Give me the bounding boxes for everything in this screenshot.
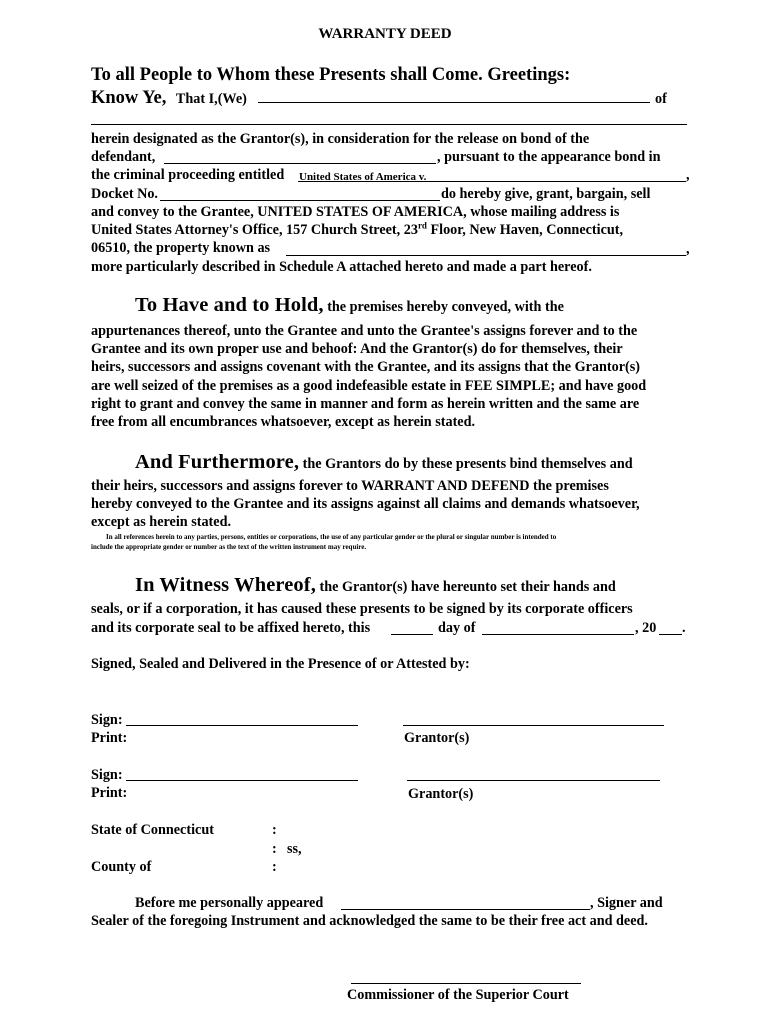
year-field[interactable] [659, 619, 682, 635]
p3-line1: And Furthermore, the Grantors do by these presents bind themselves and [135, 451, 633, 473]
p1-line7-comma: , [686, 241, 690, 257]
state-label: State of Connecticut [91, 822, 214, 838]
p1-line4a: Docket No. [91, 186, 158, 202]
that-we-label: That I,(We) [175, 91, 247, 107]
print-label-2: Print: [91, 785, 128, 801]
p1-line1: herein designated as the Grantor(s), in consideration for the release on bond of the [91, 131, 590, 147]
in-witness-heading: In Witness Whereof, [135, 574, 316, 596]
docket-no-field[interactable] [160, 184, 440, 201]
defendant-field[interactable] [164, 147, 436, 164]
property-known-as-field[interactable] [286, 239, 686, 256]
colon-3: : [272, 859, 277, 875]
of-label: of [655, 91, 667, 107]
grantor-sign-field-2[interactable] [407, 764, 660, 781]
witness-sign-field-2[interactable] [126, 764, 358, 781]
ack-line1b: , Signer and [590, 895, 663, 911]
ack-line2: Sealer of the foregoing Instrument and acknowledged the same to be their free act and deed. [91, 913, 648, 929]
gender-note-line1: In all references herein to any parties, persons, entities or corporations, the use of any particular gender or the plural or singular number is intended to [106, 533, 557, 541]
and-furthermore-heading: And Furthermore, [135, 451, 300, 473]
sign-label-2: Sign: [91, 767, 123, 783]
p4-line3c: , 20 [635, 620, 657, 636]
p1-line3a: the criminal proceeding entitled [91, 167, 285, 183]
print-label-1: Print: [91, 730, 128, 746]
p2-line3: Grantee and its own proper use and behoof: And the Grantor(s) do for themselves, their [91, 341, 623, 357]
p1-line3-comma: , [686, 167, 690, 183]
p4-line3a: and its corporate seal to be affixed hereto, this [91, 620, 371, 636]
p2-line4: heirs, successors and assigns covenant with the Grantee, and its assigns that the Grantor(s) [91, 359, 640, 375]
p3-line3: hereby conveyed to the Grantee and its assigns against all claims and demands whatsoever, [91, 496, 640, 512]
p1-line4b: do hereby give, grant, bargain, sell [441, 186, 651, 202]
commissioner-label: Commissioner of the Superior Court [347, 987, 569, 1003]
grantor-label-2: Grantor(s) [408, 786, 474, 802]
to-have-heading: To Have and to Hold, [135, 294, 324, 316]
p1-line6: United States Attorney's Office, 157 Church Street, 23rd Floor, New Haven, Connecticut, [91, 220, 624, 238]
know-ye-line [91, 89, 247, 108]
p3-line4: except as herein stated. [91, 514, 232, 530]
p4-line3d: . [682, 620, 686, 636]
witness-sign-field-1[interactable] [126, 709, 358, 726]
p4-line2: seals, or if a corporation, it has caused these presents to be signed by its corporate officers [91, 601, 633, 617]
ack-line1a: Before me personally appeared [135, 895, 324, 911]
gender-note-line2: include the appropriate gender or number as the text of the written instrument may require. [91, 543, 367, 551]
greeting: To all People to Whom these Presents shall Come. Greetings: [91, 65, 571, 85]
colon-2: : [272, 841, 277, 857]
p1-line8: more particularly described in Schedule A attached hereto and made a part hereof. [91, 259, 592, 275]
grantor-name-field[interactable] [258, 87, 650, 103]
county-label: County of [91, 859, 152, 875]
p1-line5: and convey to the Grantee, UNITED STATES OF AMERICA, whose mailing address is [91, 204, 620, 220]
p4-line3b: day of [438, 620, 476, 636]
grantor-address-field[interactable] [91, 108, 687, 125]
document-title: WARRANTY DEED [318, 26, 452, 42]
colon-1: : [272, 822, 277, 838]
grantor-label-1: Grantor(s) [404, 730, 470, 746]
ss-label: ss, [287, 841, 302, 857]
p4-line1: In Witness Whereof, the Grantor(s) have hereunto set their hands and [135, 574, 616, 596]
p2-line7: free from all encumbrances whatsoever, except as herein stated. [91, 414, 476, 430]
appeared-name-field[interactable] [341, 893, 590, 910]
know-ye: Know Ye, [91, 88, 167, 108]
p2-line5: are well seized of the premises as a good indefeasible estate in FEE SIMPLE; and have good [91, 378, 647, 394]
p3-line2: their heirs, successors and assigns forever to WARRANT AND DEFEND the premises [91, 478, 609, 494]
p2-line1: To Have and to Hold, the premises hereby conveyed, with the [135, 294, 564, 316]
case-title-prefix: United States of America v. [299, 171, 427, 183]
p2-line2: appurtenances thereof, unto the Grantee and unto the Grantee's assigns forever and to the [91, 323, 638, 339]
p1-line2b: , pursuant to the appearance bond in [437, 149, 661, 165]
p1-line7a: 06510, the property known as [91, 240, 271, 256]
day-field[interactable] [391, 619, 433, 635]
month-field[interactable] [482, 619, 634, 635]
p2-line6: right to grant and convey the same in manner and form as herein written and the same are [91, 396, 640, 412]
sign-label-1: Sign: [91, 712, 123, 728]
grantor-sign-field-1[interactable] [403, 709, 664, 726]
signed-sealed: Signed, Sealed and Delivered in the Presence of or Attested by: [91, 656, 470, 672]
commissioner-sign-field[interactable] [351, 968, 581, 984]
p1-line2a: defendant, [91, 149, 156, 165]
